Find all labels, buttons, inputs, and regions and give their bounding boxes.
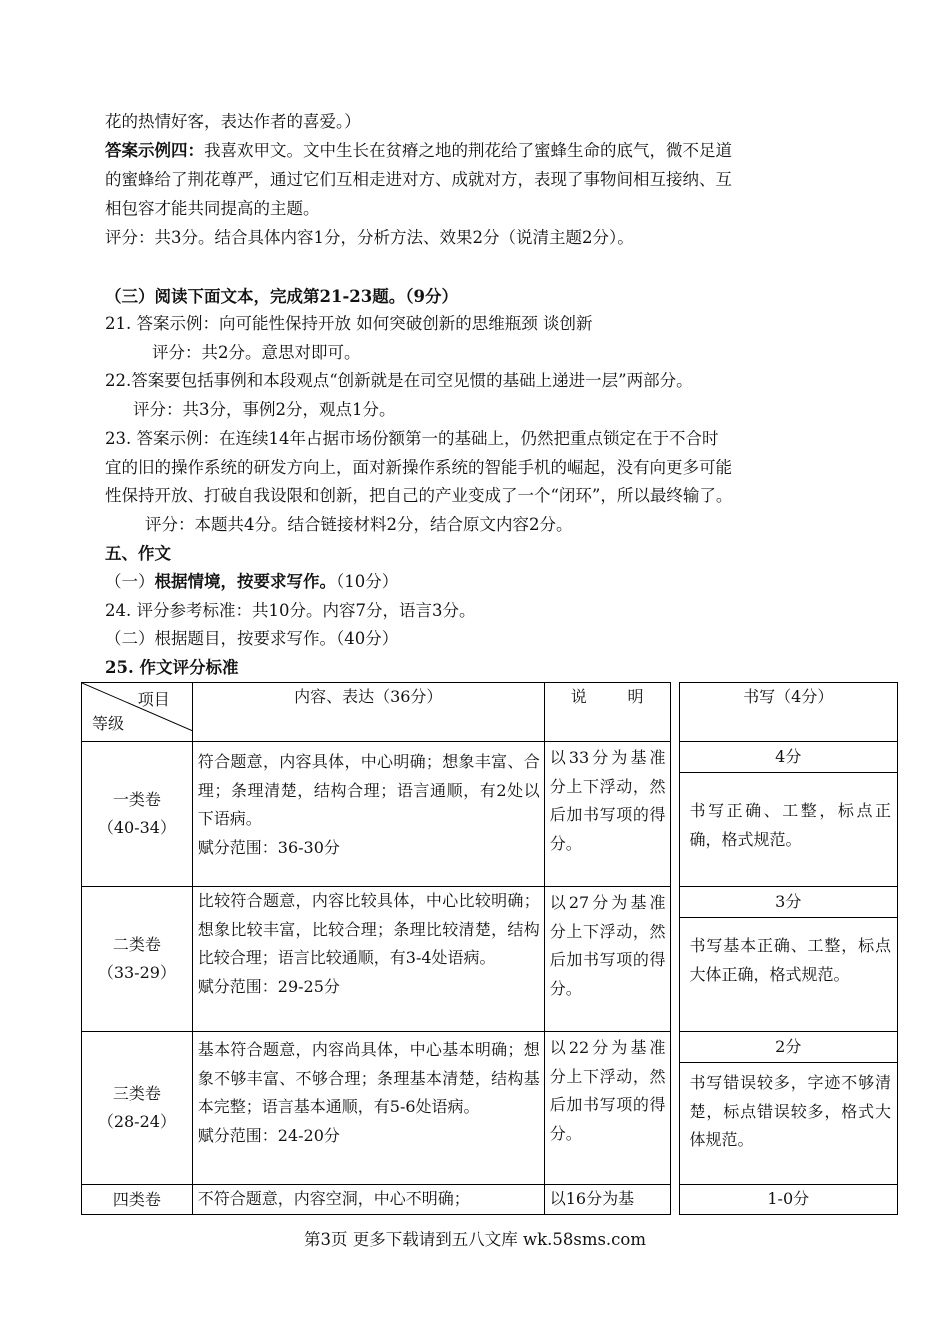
writing-score: 2分: [680, 1032, 897, 1063]
note-cell: 以16分为基: [544, 1185, 670, 1215]
section-heading: 五、作文: [105, 544, 171, 563]
text-line: 21. 答案示例：向可能性保持开放 如何突破创新的思维瓶颈 谈创新: [105, 314, 593, 333]
text-line: 24. 评分参考标准：共10分。内容7分，语言3分。: [105, 601, 476, 620]
content-cell: 符合题意，内容具体，中心明确；想象丰富、合理；条理清楚，结构合理；语言通顺，有2处以下语病。 赋分范围：36-30分: [192, 742, 544, 887]
table-row: [82, 887, 898, 1032]
writing-desc: 书写基本正确、工整，标点大体正确，格式规范。: [689, 936, 891, 984]
answer-label: 答案示例四：: [105, 141, 204, 160]
writing-cell: [679, 1032, 897, 1185]
diagonal-header-cell: [82, 683, 193, 742]
content-cell: 基本符合题意，内容尚具体，中心基本明确；想象不够丰富、不够合理；条理基本清楚，结构基本完整；语言基本通顺，有5-6处语病。 赋分范围：24-20分: [192, 1032, 544, 1185]
text-line: （一）根据情境，按要求写作。（10分）: [105, 572, 399, 591]
text-line: 花的热情好客，表达作者的喜爱。）: [105, 112, 361, 131]
header-grade-label: 等级: [92, 713, 125, 733]
writing-score: 4分: [680, 742, 897, 773]
content-cell: 不符合题意，内容空洞，中心不明确；: [192, 1185, 544, 1215]
text-line: 评分：共3分。结合具体内容1分，分析方法、效果2分（说清主题2分）。: [105, 228, 634, 247]
grade-cell: 一类卷 （40-34）: [82, 742, 193, 887]
text-line: 相包容才能共同提高的主题。: [105, 199, 320, 218]
writing-score: 3分: [680, 887, 897, 918]
page-footer: 第3页 更多下载请到五八文库 wk.58sms.com: [304, 1230, 646, 1249]
gap-cell: [670, 1185, 679, 1215]
text-line: 评分：共3分，事例2分，观点1分。: [133, 400, 396, 419]
writing-desc: 书写错误较多，字迹不够清楚，标点错误较多，格式大体规范。: [689, 1073, 891, 1149]
note-cell: 以33分为基准分上下浮动，然后加书写项的得分。: [544, 742, 670, 887]
grade-cell: 四类卷: [82, 1185, 193, 1215]
writing-cell: [679, 742, 897, 887]
writing-cell: [679, 887, 897, 1032]
table-header-row: [82, 683, 898, 742]
content-cell: 比较符合题意，内容比较具体，中心比较明确；想象比较丰富，比较合理；条理比较清楚，结构比较合理；语言比较通顺，有3-4处语病。 赋分范围：29-25分: [192, 887, 544, 1032]
text-line: 的蜜蜂给了荆花尊严，通过它们互相走进对方、成就对方，表现了事物间相互接纳、互: [105, 170, 732, 189]
text-line: 答案示例四：我喜欢甲文。文中生长在贫瘠之地的荆花给了蜜蜂生命的底气，微不足道: [105, 141, 732, 160]
table-title: 25. 作文评分标准: [105, 658, 239, 677]
table-row: [82, 742, 898, 887]
text-line: 宜的旧的操作系统的研发方向上，面对新操作系统的智能手机的崛起，没有向更多可能: [105, 458, 732, 477]
text-line: 评分：本题共4分。结合链接材料2分，结合原文内容2分。: [145, 515, 573, 534]
gap-cell: [670, 1032, 679, 1185]
table-row: [82, 1185, 898, 1215]
header-content: 内容、表达（36分）: [192, 683, 544, 742]
text-line: 评分：共2分。意思对即可。: [152, 343, 361, 362]
gap-cell: [670, 683, 679, 742]
grade-cell: 二类卷 （33-29）: [82, 887, 193, 1032]
header-writing: 书写（4分）: [679, 683, 897, 742]
gap-cell: [670, 742, 679, 887]
text-line: （二）根据题目，按要求写作。（40分）: [105, 629, 399, 648]
note-cell: 以27分为基准分上下浮动，然后加书写项的得分。: [544, 887, 670, 1032]
header-item-label: 项目: [137, 690, 170, 709]
text-line: 23. 答案示例：在连续14年占据市场份额第一的基础上，仍然把重点锁定在于不合时: [105, 429, 719, 448]
section-heading: （三）阅读下面文本，完成第21-23题。（9分）: [105, 287, 459, 306]
grading-table: [81, 682, 898, 1215]
grade-cell: 三类卷 （28-24）: [82, 1032, 193, 1185]
text-line: 性保持开放、打破自我设限和创新，把自己的产业变成了一个“闭环”，所以最终输了。: [105, 486, 733, 505]
gap-cell: [670, 887, 679, 1032]
note-cell: 以22分为基准分上下浮动，然后加书写项的得分。: [544, 1032, 670, 1185]
text-line: 22.答案要包括事例和本段观点“创新就是在司空见惯的基础上递进一层”两部分。: [105, 371, 693, 390]
writing-score: 1-0分: [679, 1185, 897, 1215]
header-note: 说 明: [544, 683, 670, 742]
writing-desc: 书写正确、工整，标点正确，格式规范。: [689, 801, 891, 849]
table-row: [82, 1032, 898, 1185]
